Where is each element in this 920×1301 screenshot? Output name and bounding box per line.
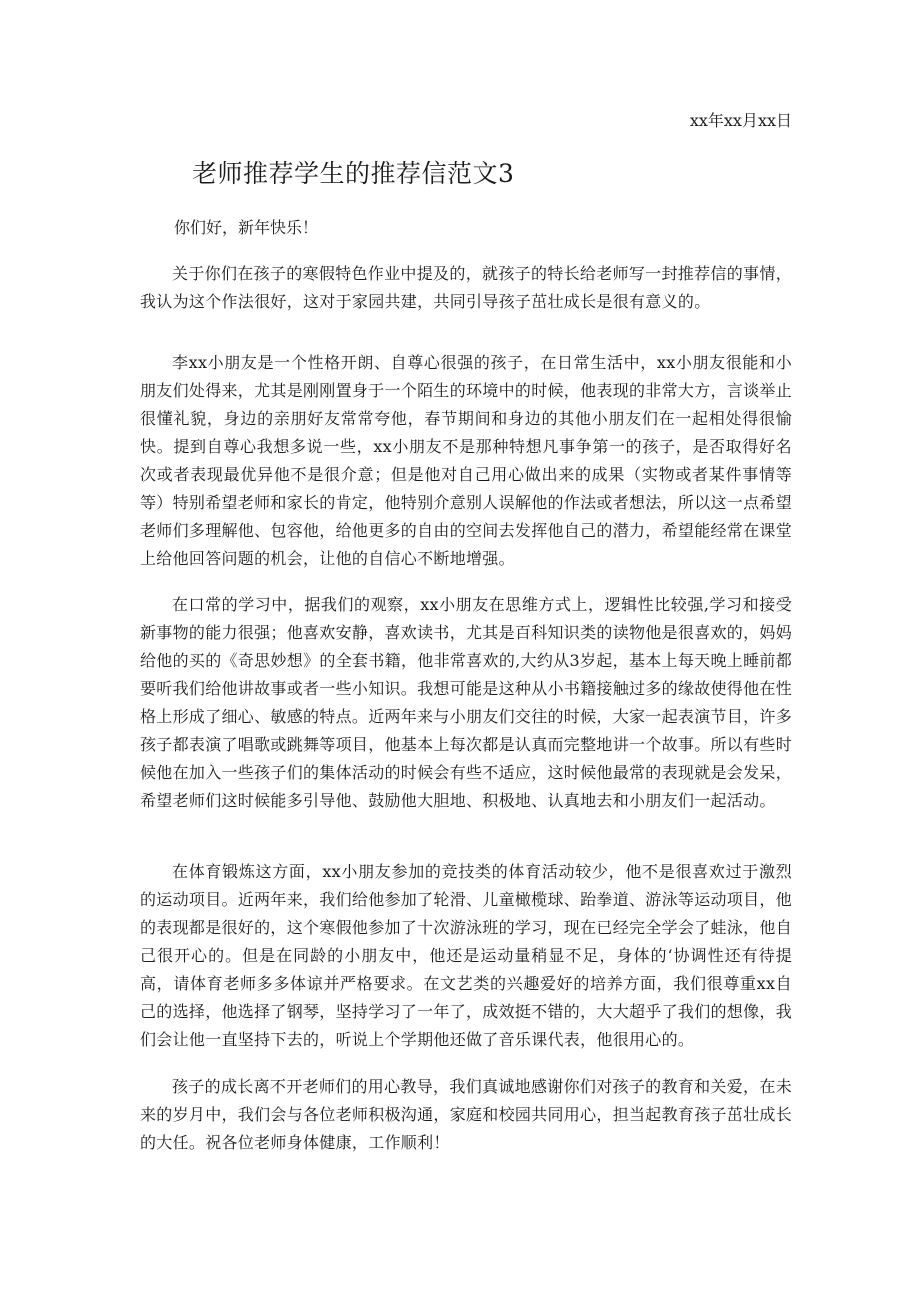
paragraph-personality: 李xx小朋友是一个性格开朗、自尊心很强的孩子，在日常生活中，xx小朋友很能和小朋友们处得来，尤其是刚刚置身于一个陌生的环境中的时候，他表现的非常大方，言谈举止很懂礼貌，身边的亲朋好友常常夸他，春节期间和身边的其他小朋友们在一起相处得很愉快。提到自尊心我想多说一些，xx小朋友不是那种特想凡事争第一的孩子，是否取得好名次或者表现最优异他不是很介意；但是他对自己用心做出来的成果（实物或者某件事情等等）特别希望老师和家长的肯定，他特别介意别人误解他的作法或者想法，所以这一点希望老师们多理解他、包容他，给他更多的自由的空间去发挥他自己的潜力，希望能经常在课堂上给他回答问题的机会，让他的自信心不断地增强。 <box>140 353 793 568</box>
paragraph-intro: 关于你们在孩子的寒假特色作业中提及的，就孩子的特长给老师写一封推荐信的事情，我认为这个作法很好，这对于家园共建，共同引导孩子茁壮成长是很有意义的。 <box>140 264 792 311</box>
document-title: 老师推荐学生的推荐信范文3 <box>192 159 515 188</box>
letter-greeting: 你们好，新年快乐！ <box>174 218 319 237</box>
paragraph-learning: 在口常的学习中，据我们的观察，xx小朋友在思维方式上，逻辑性比较强,学习和接受新事物的能力很强；他喜欢安静，喜欢读书，尤其是百科知识类的读物他是很喜欢的，妈妈给他的买的《奇思妙想》的全套书籍，他非常喜欢的,大约从3岁起，基本上每天晚上睡前都要听我们给他讲故事或者一些小知识。我想可能是这种从小书籍接触过多的缘故使得他在性格上形成了细心、敏感的特点。近两年来与小朋友们交往的时候，大家一起表演节目，许多孩子都表演了唱歌或跳舞等项目，他基本上每次都是认真而完整地讲一个故事。所以有些时候他在加入一些孩子们的集体活动的时候会有些不适应，这时候他最常的表现就是会发呆，希望老师们这时候能多引导他、鼓励他大胆地、积极地、认真地去和小朋友们一起活动。 <box>140 595 793 810</box>
paragraph-sports-arts: 在体育锻炼这方面，xx小朋友参加的竞技类的体育活动较少，他不是很喜欢过于激烈的运动项目。近两年来，我们给他参加了轮滑、儿童橄榄球、跆拳道、游泳等运动项目，他的表现都是很好的，这个寒假他参加了十次游泳班的学习，现在已经完全学会了蛙泳，他自己很开心的。但是在同龄的小朋友中，他还是运动量稍显不足，身体的‘协调性还有待提高，请体育老师多多体谅并严格要求。在文艺类的兴趣爱好的培养方面，我们很尊重xx自己的选择，他选择了钢琴，坚持学习了一年了，成效挺不错的，大大超乎了我们的想像，我们会让他一直坚持下去的，听说上个学期他还做了音乐课代表，他很用心的。 <box>140 862 793 1049</box>
paragraph-closing: 孩子的成长离不开老师们的用心教导，我们真诚地感谢你们对孩子的教育和关爱，在未来的岁月中，我们会与各位老师积极沟通，家庭和校园共同用心，担当起教育孩子茁壮成长的大任。祝各位老师身体健康，工作顺利！ <box>140 1077 793 1152</box>
letter-date: xx年xx月xx日 <box>689 111 792 130</box>
